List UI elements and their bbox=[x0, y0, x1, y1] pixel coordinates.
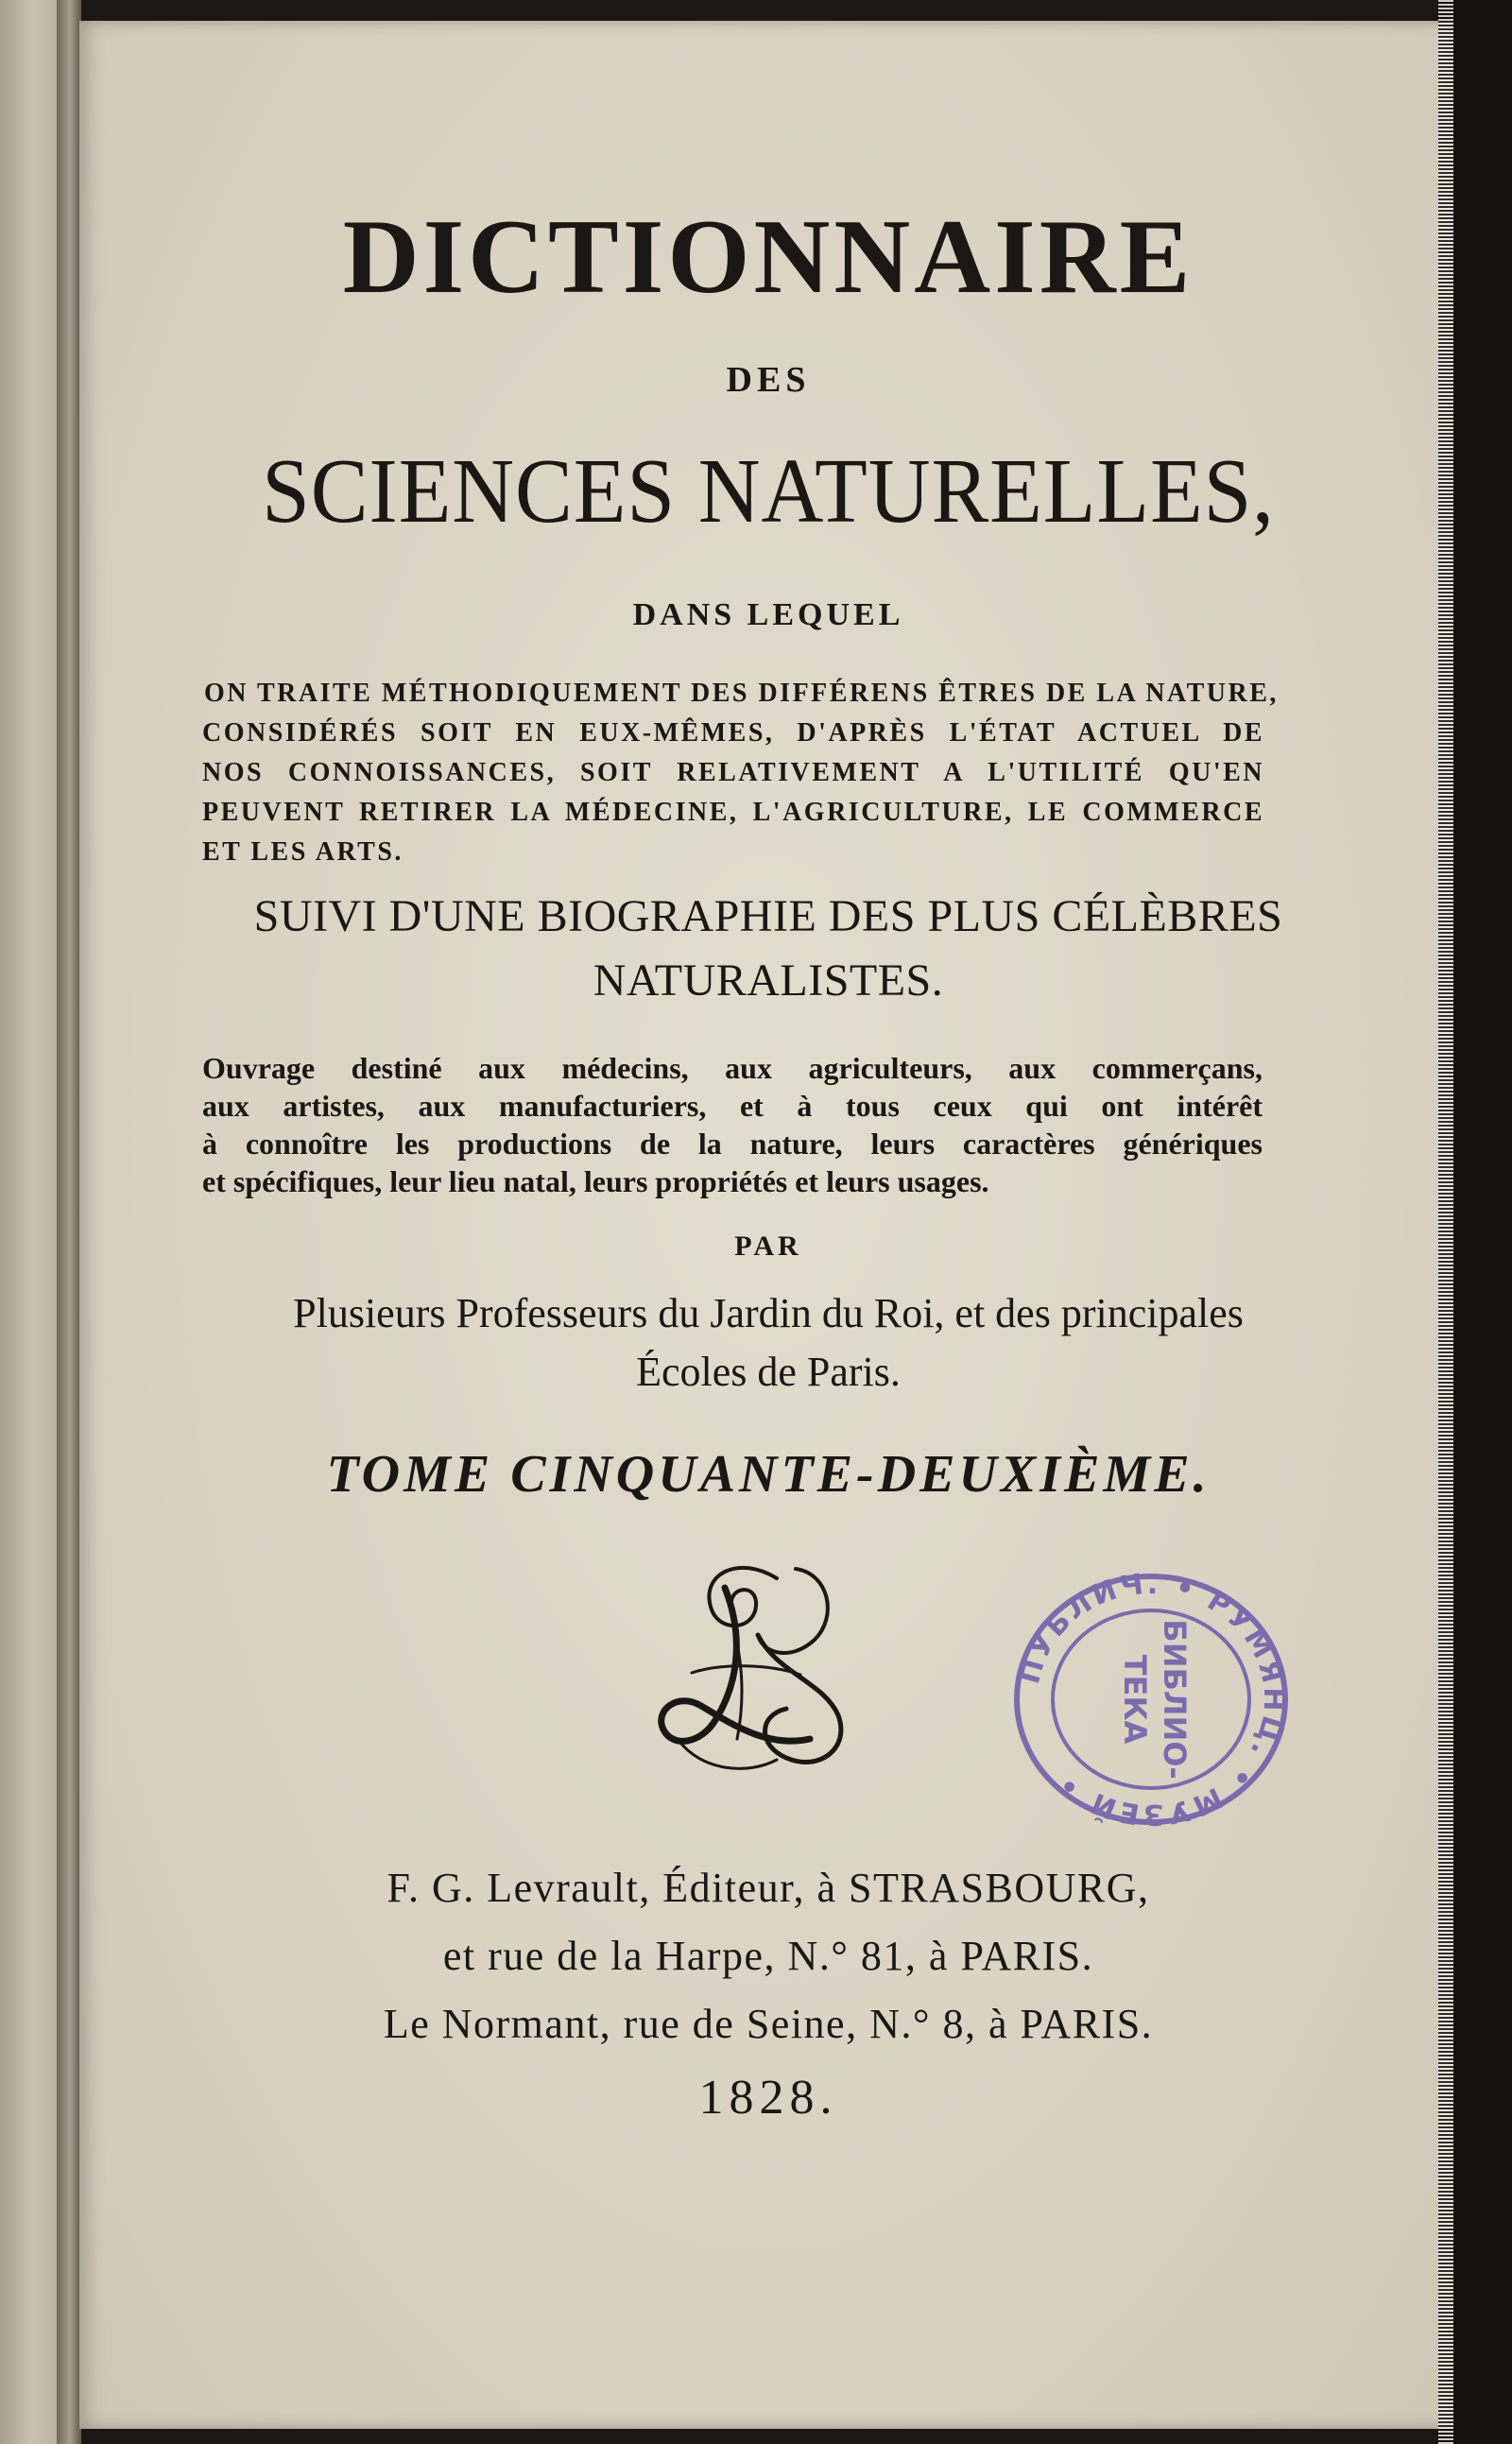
description-line-5: ET LES ARTS. bbox=[202, 837, 404, 867]
suivi-heading-line-2: NATURALISTES. bbox=[593, 955, 944, 1006]
stamp-ring-text: ПУБЛИЧ. • РУМЯНЦ. • МУЗЕЙ • bbox=[1013, 1567, 1291, 1832]
main-title: DICTIONNAIRE bbox=[342, 198, 1194, 316]
ouvrage-line-1: Ouvrage destiné aux médecins, aux agriculteurs, aux commerçans, bbox=[202, 1051, 1263, 1085]
authors-line-1: Plusieurs Professeurs du Jardin du Roi, et des principales bbox=[293, 1290, 1244, 1336]
par-heading: PAR bbox=[734, 1231, 802, 1262]
suivi-heading-line-1: SUIVI D'UNE BIOGRAPHIE DES PLUS CÉLÈBRES bbox=[253, 891, 1283, 941]
ouvrage-line-3: à connoître les productions de la nature, leurs caractères génériques bbox=[202, 1127, 1263, 1161]
ouvrage-line-2: aux artistes, aux manufacturiers, et à tous ceux qui ont intérêt bbox=[202, 1089, 1263, 1123]
subject-title: SCIENCES NATURELLES, bbox=[262, 440, 1275, 542]
publication-year: 1828. bbox=[698, 2071, 838, 2125]
description-line-4: PEUVENT RETIRER LA MÉDECINE, L'AGRICULTURE, LE COMMERCE bbox=[202, 798, 1264, 827]
publisher-line-2: et rue de la Harpe, N.° 81, à PARIS. bbox=[442, 1933, 1094, 1979]
title-connector: DES bbox=[726, 360, 811, 400]
publisher-line-1: F. G. Levrault, Éditeur, à STRASBOURG, bbox=[387, 1865, 1150, 1911]
stamp-inner-line-2: ТЕКА bbox=[1117, 1654, 1153, 1745]
authors-line-2: Écoles de Paris. bbox=[636, 1349, 901, 1395]
ouvrage-line-4: et spécifiques, leur lieu natal, leurs propriétés et leurs usages. bbox=[202, 1164, 989, 1198]
ornamental-monogram-icon bbox=[635, 1550, 871, 1786]
scan-background bbox=[1453, 0, 1512, 2444]
book-gutter bbox=[57, 0, 81, 2444]
stamp-inner-line-1: БИБЛИО- bbox=[1157, 1619, 1193, 1780]
library-stamp-icon bbox=[1000, 1558, 1302, 1841]
volume-title: TOME CINQUANTE-DEUXIÈME. bbox=[326, 1445, 1211, 1504]
dans-lequel-heading: DANS LEQUEL bbox=[632, 597, 904, 632]
description-line-2: CONSIDÉRÉS SOIT EN EUX-MÊMES, D'APRÈS L'ÉTAT ACTUEL DE bbox=[202, 718, 1264, 748]
description-line-3: NOS CONNOISSANCES, SOIT RELATIVEMENT A L'UTILITÉ QU'EN bbox=[202, 758, 1264, 787]
publisher-line-3: Le Normant, rue de Seine, N.° 8, à PARIS. bbox=[383, 2001, 1154, 2047]
description-line-1: ON TRAITE MÉTHODIQUEMENT DES DIFFÉRENS ÊTRES DE LA NATURE, bbox=[204, 679, 1279, 708]
